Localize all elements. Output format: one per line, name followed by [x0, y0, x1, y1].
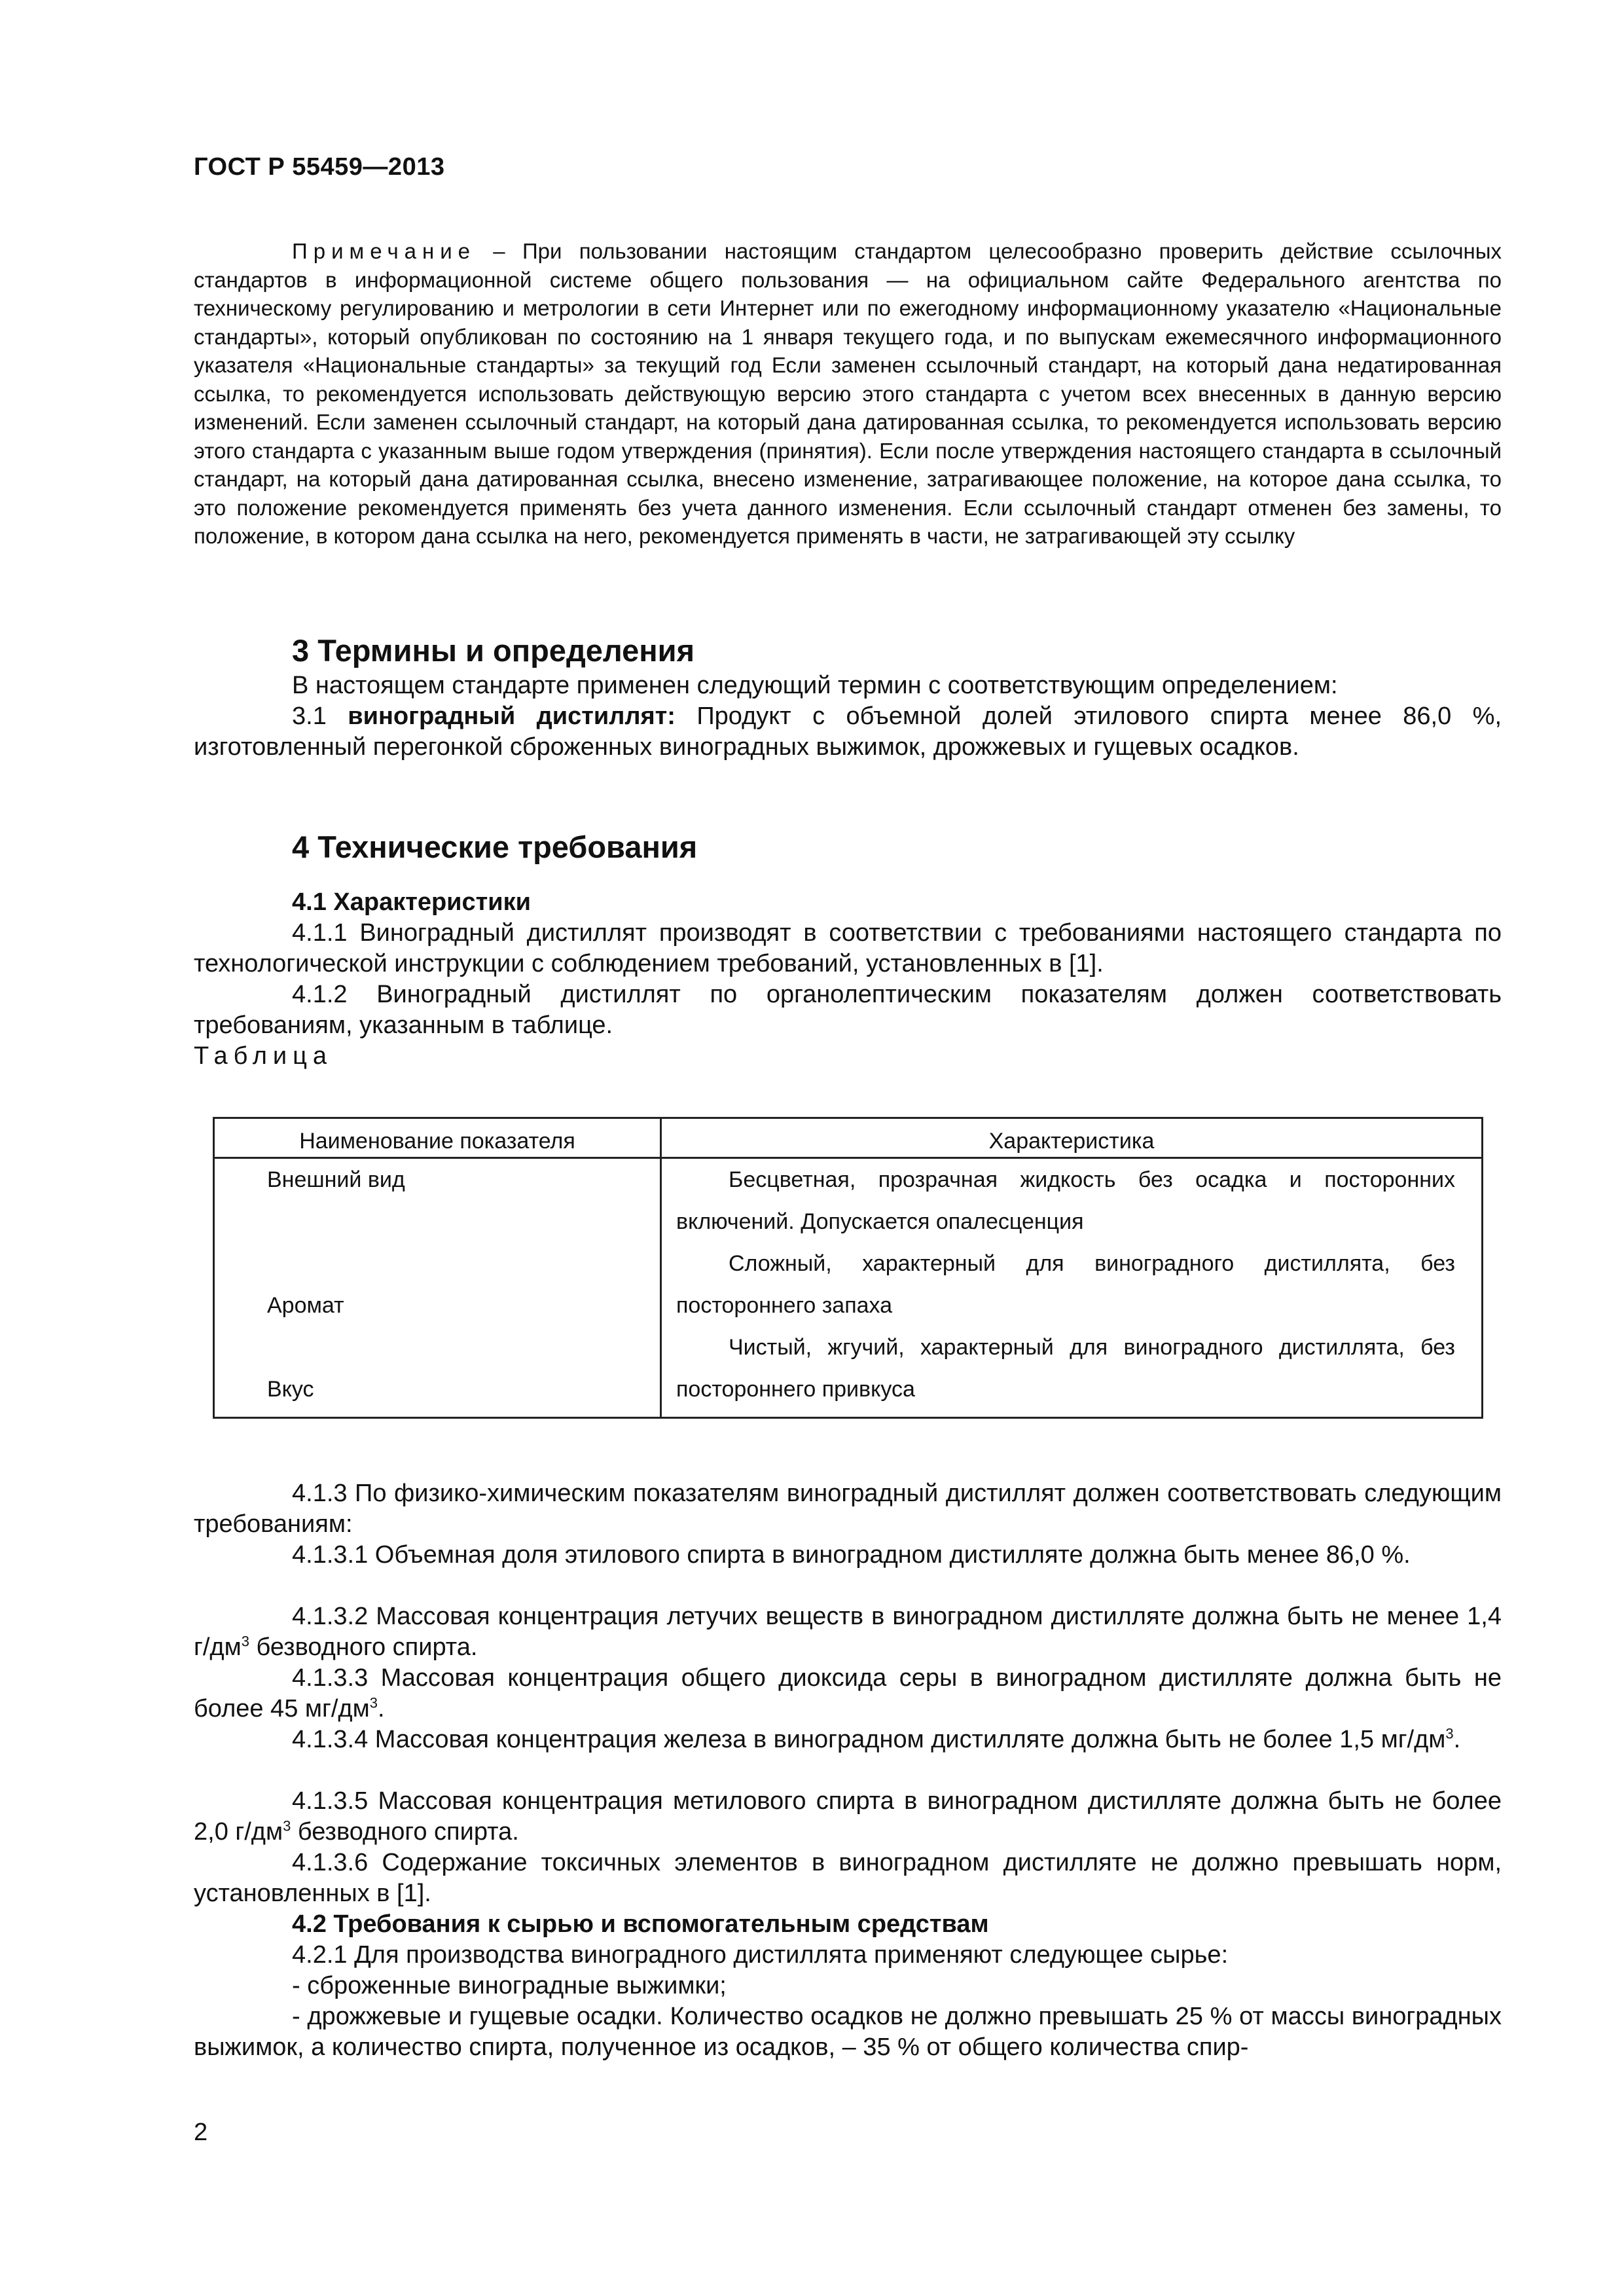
table-cell-indicator: Внешний вид: [267, 1167, 405, 1192]
paragraph-4-1-3: 4.1.3 По физико-химическим показателям виноградный дистиллят должен соответствовать следующим требованиям:: [194, 1480, 1502, 1538]
paragraph-4-1-3-3: [194, 1663, 1502, 1724]
section-3-intro: В настоящем стандарте применен следующий термин с соответствующим определением:: [292, 672, 1338, 699]
reference-note: [194, 237, 1502, 551]
note-text: – При пользовании настоящим стандартом целесообразно проверить действие ссылочных стандартов в информационной системе общего пользования — на официальном сайте Федерального агентства по техническому регулированию и метрологии в сети Интернет или по ежегодному информационному указателю «Национальные стандарты», который опубликован по состоянию на 1 января текущего года, и по выпускам ежемесячного информационного указателя «Национальные стандарты» за текущий год Если заменен ссылочный стандарт, на который дана недатированная ссылка, то рекомендуется использовать действующую версию этого стандарта с учетом всех внесенных в данную версию изменений. Если заменен ссылочный стандарт, на который дана датированная ссылка, то рекомендуется использовать версию этого стандарта с указанным выше годом утверждения (принятия). Если после утверждения настоящего стандарта в ссылочный стандарт, на который дана датированная ссылка, внесено изменение, затрагивающее положение, на которое дана ссылка, то это положение рекомендуется применять без учета данного изменения. Если ссылочный стандарт отменен без замены, то положение, в котором дана ссылка на него, рекомендуется применять в части, не затрагивающей эту ссылку: [194, 239, 1502, 548]
subsection-4-1-title: 4.1 Характеристики: [292, 888, 532, 916]
table-indicator-column: [214, 1158, 661, 1418]
term-text: Продукт с объемной долей этилового спирта менее 86,0 %, изготовленный перегонкой сброженных виноградных выжимок, дрожжевых и гущевых осадков.: [194, 702, 1502, 761]
paragraph-text: безводного спирта.: [291, 1818, 519, 1846]
list-item: - сброженные виноградные выжимки;: [292, 1972, 727, 1999]
table-header-characteristic: Характеристика: [661, 1118, 1483, 1158]
table-header-indicator: Наименование показателя: [214, 1118, 661, 1158]
paragraph-text: .: [377, 1695, 385, 1722]
document-header: ГОСТ Р 55459—2013: [194, 153, 445, 181]
table-cell-indicator: Аромат: [267, 1293, 344, 1318]
paragraph-4-2-1: 4.2.1 Для производства виноградного дистиллята применяют следующее сырье:: [292, 1941, 1229, 1969]
paragraph-text: 4.1.3.5 Массовая концентрация метилового спирта в виноградном дистилляте должна быть не более 2,0 г/дм: [194, 1787, 1502, 1846]
paragraph-text: безводного спирта.: [249, 1633, 478, 1661]
paragraph-text: .: [1453, 1726, 1461, 1753]
superscript: 3: [1445, 1725, 1454, 1742]
superscript: 3: [369, 1694, 378, 1711]
paragraph-4-1-1: 4.1.1 Виноградный дистиллят производят в соответствии с требованиями настоящего стандарта по технологической инструкции с соблюдением требований, установленных в [1].: [194, 919, 1502, 977]
table-characteristic-column: [661, 1158, 1483, 1418]
paragraph-4-1-3-1: 4.1.3.1 Объемная доля этилового спирта в виноградном дистилляте должна быть менее 86,0 %.: [292, 1541, 1411, 1569]
term-definition: [194, 701, 1502, 763]
table-label: Таблица: [194, 1042, 333, 1070]
paragraph-4-1-3-5: [194, 1786, 1502, 1848]
term-number: 3.1: [292, 702, 348, 730]
note-label: Примечание: [292, 239, 477, 263]
table-cell-characteristic: Бесцветная, прозрачная жидкость без осадка и посторонних включений. Допускается опалесценция: [676, 1167, 1455, 1234]
organoleptic-table: [213, 1117, 1483, 1419]
term-name: виноградный дистиллят:: [348, 702, 676, 730]
paragraph-4-1-3-4: [194, 1724, 1502, 1755]
section-3-title: 3 Термины и определения: [292, 633, 695, 668]
superscript: 3: [241, 1633, 249, 1650]
paragraph-4-1-3-2: [194, 1601, 1502, 1663]
superscript: 3: [283, 1817, 291, 1834]
page-number: 2: [194, 2119, 208, 2146]
table-cell-characteristic: Сложный, характерный для виноградного дистиллята, без постороннего запаха: [676, 1251, 1455, 1318]
list-item: - дрожжевые и гущевые осадки. Количество осадков не должно превышать 25 % от массы виноградных выжимок, а количество спирта, полученное из осадков, – 35 % от общего количества спир-: [194, 2003, 1502, 2061]
table-cell-characteristic: Чистый, жгучий, характерный для виноградного дистиллята, без постороннего привкуса: [676, 1335, 1455, 1402]
paragraph-4-1-2: 4.1.2 Виноградный дистиллят по органолептическим показателям должен соответствовать требованиям, указанным в таблице.: [194, 981, 1502, 1039]
subsection-4-2-title: 4.2 Требования к сырью и вспомогательным средствам: [292, 1910, 989, 1938]
section-4-title: 4 Технические требования: [292, 829, 698, 864]
paragraph-text: 4.1.3.4 Массовая концентрация железа в виноградном дистилляте должна быть не более 1,5 мг/дм: [292, 1726, 1446, 1753]
paragraph-text: 4.1.3.2 Массовая концентрация летучих веществ в виноградном дистилляте должна быть не менее 1,4 г/дм: [194, 1603, 1502, 1661]
paragraph-4-1-3-6: 4.1.3.6 Содержание токсичных элементов в виноградном дистилляте не должно превышать норм, установленных в [1].: [194, 1849, 1502, 1907]
paragraph-text: 4.1.3.3 Массовая концентрация общего диоксида серы в виноградном дистилляте должна быть не более 45 мг/дм: [194, 1664, 1502, 1722]
table-cell-indicator: Вкус: [267, 1377, 314, 1402]
